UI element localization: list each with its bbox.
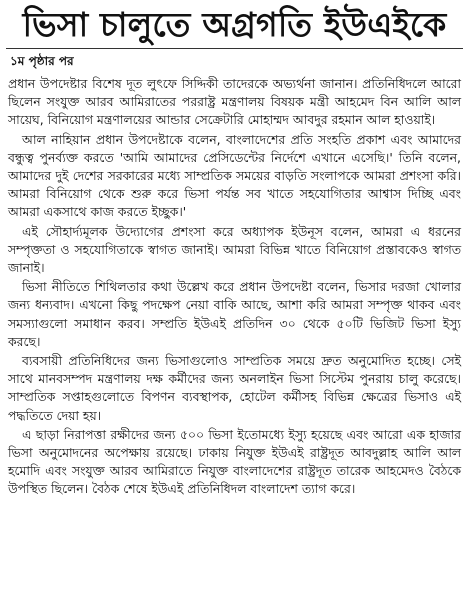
paragraph: ভিসা নীতিতে শিথিলতার কথা উল্লেখ করে প্রধান উপদেষ্টা বলেন, ভিসার দরজা খোলার জন্য ধন্যবাদ। এখনো কিছু পদক্ষেপ নেয়া বাকি আছে, আশা করি আমরা সম্পৃক্ত থাকব এবং সমস্যাগুলো সমাধান করব। সম্প্রতি ইউএই প্রতিদিন ৩০ থেকে ৫০টি ভিজিট ভিসা ইস্যু করছে। (8, 279, 461, 349)
divider (6, 48, 463, 49)
headline: ভিসা চালুতে অগ্রগতি ইউএইকে (22, 5, 447, 44)
paragraph: ব্যবসায়ী প্রতিনিধিদের জন্য ভিসাগুলোও সাম্প্রতিক সময়ে দ্রুত অনুমোদিত হচ্ছে। সেই সাথে মানবসম্পদ মন্ত্রণালয় দক্ষ কর্মীদের জন্য অনলাইন ভিসা সিস্টেম পুনরায় চালু করেছে। সাম্প্রতিক সপ্তাহগুলোতে বিপণন ব্যবস্থাপক, হোটেল কর্মীসহ বিভিন্ন ক্ষেত্রের ভিসাও এই পদ্ধতিতে দেয়া হয়। (8, 353, 461, 423)
paragraph: আল নাহিয়ান প্রধান উপদেষ্টাকে বলেন, বাংলাদেশের প্রতি সংহতি প্রকাশ এবং আমাদের বন্ধুত্ব পুনর্ব্যক্ত করতে 'আমি আমাদের প্রেসিডেন্টের নির্দেশে এখানে এসেছি।' তিনি বলেন, আমাদের দুই দেশের সরকারের মধ্যে সাম্প্রতিক সময়ের বাড়তি সংলাপকে আমরা প্রশংসা করি। আমরা বিনিয়োগ থেকে শুরু করে ভিসা পর্যন্ত সব খাতে সহযোগিতার আশ্বাস দিচ্ছি এবং আমরা একসাথে কাজ করতে ইচ্ছুক।' (8, 131, 461, 220)
paragraph: এই সৌহার্দ্যমূলক উদ্যোগের প্রশংসা করে অধ্যাপক ইউনূস বলেন, আমরা এ ধরনের সম্পৃক্ততা ও সহযোগিতাকে স্বাগত জানাই। আমরা বিভিন্ন খাতে বিনিয়োগ প্রস্তাবকেও স্বাগত জানাই। (8, 223, 461, 276)
paragraph: এ ছাড়া নিরাপত্তা রক্ষীদের জন্য ৫০০ ভিসা ইতোমধ্যে ইস্যু হয়েছে এবং আরো এক হাজার ভিসা অনুমোদনের অপেক্ষায় রয়েছে। ঢাকায় নিযুক্ত ইউএই রাষ্ট্রদূত আবদুল্লাহ আলি আল হমোদি এবং সংযুক্ত আরব আমিরাতে নিযুক্ত বাংলাদেশের রাষ্ট্রদূত তারেক আহমেদও বৈঠকে উপস্থিত ছিলেন। বৈঠক শেষে ইউএই প্রতিনিধিদল বাংলাদেশ ত্যাগ করে। (8, 426, 461, 497)
article-body (8, 75, 461, 499)
paragraph: প্রধান উপদেষ্টার বিশেষ দূত লুৎফে সিদ্দিকী তাদেরকে অভ্যর্থনা জানান। প্রতিনিধিদলে আরো ছিলেন সংযুক্ত আরব আমিরাতের পররাষ্ট্র মন্ত্রণালয় বিষয়ক মন্ত্রী আহমেদ বিন আলি আল সায়েঘ, বিনিয়োগ মন্ত্রণালয়ের আন্ডার সেক্রেটারি মোহাম্মদ আবদুর রহমান আল হাওয়াই। (8, 76, 461, 128)
continued-label: ১ম পৃষ্ঠার পর (10, 54, 74, 68)
